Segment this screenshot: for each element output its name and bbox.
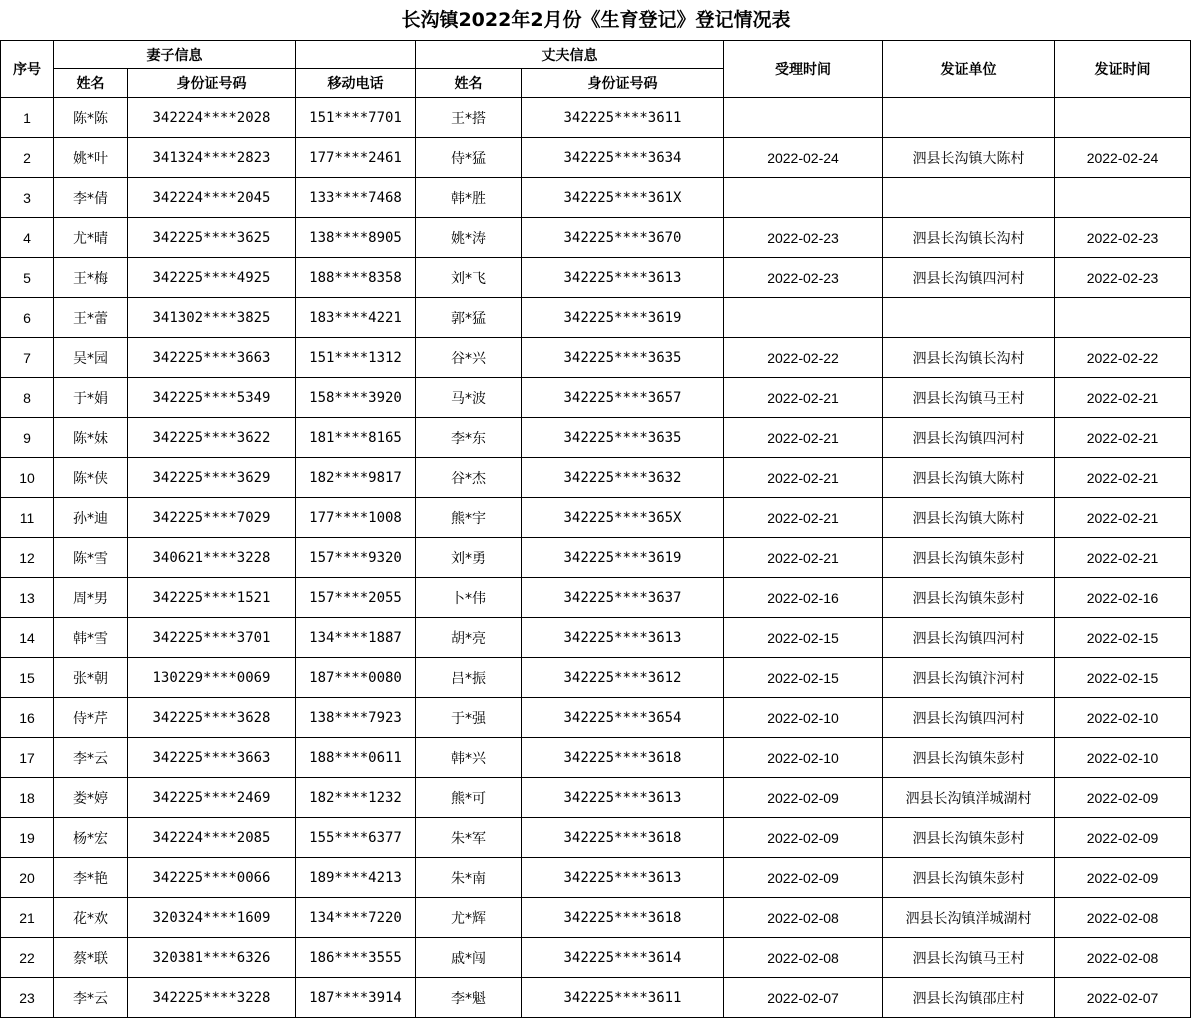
cell-husband-id: 342225****3618 — [522, 738, 724, 778]
cell-husband-id: 342225****3637 — [522, 578, 724, 618]
cell-husband-name: 熊*宇 — [416, 498, 522, 538]
cell-seq: 9 — [1, 418, 54, 458]
cell-phone: 183****4221 — [296, 298, 416, 338]
cell-husband-name: 刘*飞 — [416, 258, 522, 298]
cell-husband-name: 吕*振 — [416, 658, 522, 698]
cell-accept-time — [724, 298, 883, 338]
cell-issue-time: 2022-02-07 — [1055, 978, 1191, 1018]
cell-seq: 13 — [1, 578, 54, 618]
header-row-group — [1, 41, 1191, 69]
cell-issuer — [883, 298, 1055, 338]
cell-husband-name: 侍*猛 — [416, 138, 522, 178]
cell-issuer: 泗县长沟镇马王村 — [883, 378, 1055, 418]
cell-accept-time: 2022-02-08 — [724, 938, 883, 978]
cell-issue-time: 2022-02-09 — [1055, 818, 1191, 858]
cell-issue-time: 2022-02-09 — [1055, 778, 1191, 818]
header-husband-info: 丈夫信息 — [416, 41, 724, 69]
cell-seq: 1 — [1, 98, 54, 138]
table-row — [1, 378, 1191, 418]
cell-husband-name: 朱*南 — [416, 858, 522, 898]
cell-husband-name: 于*强 — [416, 698, 522, 738]
cell-accept-time: 2022-02-15 — [724, 618, 883, 658]
header-husband-name: 姓名 — [416, 69, 522, 98]
cell-wife-id: 342225****2469 — [128, 778, 296, 818]
cell-wife-name: 陈*陈 — [54, 98, 128, 138]
cell-issue-time — [1055, 98, 1191, 138]
cell-accept-time: 2022-02-09 — [724, 818, 883, 858]
cell-husband-name: 韩*兴 — [416, 738, 522, 778]
cell-wife-id: 342225****0066 — [128, 858, 296, 898]
cell-wife-id: 342224****2028 — [128, 98, 296, 138]
cell-accept-time: 2022-02-22 — [724, 338, 883, 378]
cell-phone: 188****8358 — [296, 258, 416, 298]
cell-wife-id: 341324****2823 — [128, 138, 296, 178]
cell-issue-time: 2022-02-15 — [1055, 618, 1191, 658]
cell-accept-time: 2022-02-24 — [724, 138, 883, 178]
cell-issue-time — [1055, 298, 1191, 338]
cell-issuer: 泗县长沟镇长沟村 — [883, 218, 1055, 258]
cell-husband-name: 马*波 — [416, 378, 522, 418]
cell-accept-time: 2022-02-21 — [724, 538, 883, 578]
cell-husband-name: 谷*兴 — [416, 338, 522, 378]
cell-phone: 151****7701 — [296, 98, 416, 138]
cell-husband-id: 342225****3613 — [522, 258, 724, 298]
cell-husband-name: 卜*伟 — [416, 578, 522, 618]
cell-phone: 186****3555 — [296, 938, 416, 978]
cell-husband-name: 王*搭 — [416, 98, 522, 138]
cell-wife-id: 342225****3663 — [128, 738, 296, 778]
cell-wife-name: 陈*雪 — [54, 538, 128, 578]
cell-seq: 10 — [1, 458, 54, 498]
cell-husband-name: 戚*闯 — [416, 938, 522, 978]
cell-seq: 8 — [1, 378, 54, 418]
cell-wife-name: 杨*宏 — [54, 818, 128, 858]
cell-wife-id: 342225****4925 — [128, 258, 296, 298]
cell-issuer: 泗县长沟镇马王村 — [883, 938, 1055, 978]
cell-seq: 5 — [1, 258, 54, 298]
cell-husband-id: 342225****3614 — [522, 938, 724, 978]
cell-issue-time: 2022-02-10 — [1055, 698, 1191, 738]
cell-issue-time: 2022-02-08 — [1055, 938, 1191, 978]
cell-accept-time: 2022-02-15 — [724, 658, 883, 698]
cell-wife-name: 李*艳 — [54, 858, 128, 898]
cell-phone: 134****7220 — [296, 898, 416, 938]
cell-wife-id: 342224****2045 — [128, 178, 296, 218]
cell-issue-time: 2022-02-21 — [1055, 538, 1191, 578]
table-row — [1, 138, 1191, 178]
table-row — [1, 818, 1191, 858]
cell-phone: 189****4213 — [296, 858, 416, 898]
cell-husband-id: 342225****3619 — [522, 538, 724, 578]
cell-accept-time: 2022-02-09 — [724, 858, 883, 898]
cell-issue-time: 2022-02-16 — [1055, 578, 1191, 618]
cell-wife-id: 342225****3701 — [128, 618, 296, 658]
cell-husband-id: 342225****3612 — [522, 658, 724, 698]
cell-wife-id: 342225****3622 — [128, 418, 296, 458]
cell-phone: 177****2461 — [296, 138, 416, 178]
cell-issuer: 泗县长沟镇朱彭村 — [883, 538, 1055, 578]
cell-issue-time: 2022-02-23 — [1055, 218, 1191, 258]
cell-phone: 158****3920 — [296, 378, 416, 418]
cell-seq: 16 — [1, 698, 54, 738]
cell-husband-id: 342225****3611 — [522, 978, 724, 1018]
cell-wife-id: 342225****3629 — [128, 458, 296, 498]
cell-issuer — [883, 98, 1055, 138]
cell-wife-id: 320381****6326 — [128, 938, 296, 978]
cell-husband-name: 尤*辉 — [416, 898, 522, 938]
table-row — [1, 98, 1191, 138]
cell-husband-id: 342225****3613 — [522, 778, 724, 818]
cell-wife-name: 花*欢 — [54, 898, 128, 938]
cell-husband-name: 谷*杰 — [416, 458, 522, 498]
registration-table — [0, 40, 1191, 1018]
header-wife-info: 妻子信息 — [54, 41, 296, 69]
cell-seq: 11 — [1, 498, 54, 538]
cell-wife-name: 于*娟 — [54, 378, 128, 418]
cell-seq: 19 — [1, 818, 54, 858]
page-title: 长沟镇2022年2月份《生育登记》登记情况表 — [401, 9, 791, 31]
cell-issuer: 泗县长沟镇四河村 — [883, 258, 1055, 298]
cell-wife-id: 130229****0069 — [128, 658, 296, 698]
header-seq: 序号 — [1, 41, 54, 98]
cell-husband-id: 342225****3635 — [522, 418, 724, 458]
cell-accept-time: 2022-02-07 — [724, 978, 883, 1018]
cell-accept-time: 2022-02-23 — [724, 218, 883, 258]
cell-seq: 17 — [1, 738, 54, 778]
cell-husband-name: 韩*胜 — [416, 178, 522, 218]
cell-husband-id: 342225****3618 — [522, 818, 724, 858]
cell-phone: 182****9817 — [296, 458, 416, 498]
cell-issuer: 泗县长沟镇汴河村 — [883, 658, 1055, 698]
cell-issuer: 泗县长沟镇朱彭村 — [883, 858, 1055, 898]
cell-husband-name: 姚*涛 — [416, 218, 522, 258]
header-issue-time: 发证时间 — [1055, 41, 1191, 98]
table-row — [1, 258, 1191, 298]
cell-husband-id: 342225****3618 — [522, 898, 724, 938]
cell-wife-name: 张*朝 — [54, 658, 128, 698]
cell-issuer: 泗县长沟镇四河村 — [883, 618, 1055, 658]
cell-seq: 20 — [1, 858, 54, 898]
cell-husband-id: 342225****3632 — [522, 458, 724, 498]
cell-husband-name: 熊*可 — [416, 778, 522, 818]
cell-wife-id: 342225****3663 — [128, 338, 296, 378]
cell-wife-name: 李*倩 — [54, 178, 128, 218]
cell-wife-id: 340621****3228 — [128, 538, 296, 578]
cell-issuer: 泗县长沟镇大陈村 — [883, 458, 1055, 498]
table-row — [1, 498, 1191, 538]
cell-husband-id: 342225****3634 — [522, 138, 724, 178]
cell-issuer: 泗县长沟镇长沟村 — [883, 338, 1055, 378]
cell-issue-time: 2022-02-15 — [1055, 658, 1191, 698]
table-row — [1, 778, 1191, 818]
cell-seq: 6 — [1, 298, 54, 338]
cell-wife-name: 王*梅 — [54, 258, 128, 298]
cell-seq: 7 — [1, 338, 54, 378]
table-row — [1, 738, 1191, 778]
cell-phone: 133****7468 — [296, 178, 416, 218]
cell-husband-name: 刘*勇 — [416, 538, 522, 578]
cell-seq: 18 — [1, 778, 54, 818]
cell-issue-time: 2022-02-21 — [1055, 378, 1191, 418]
cell-husband-name: 胡*亮 — [416, 618, 522, 658]
cell-issuer: 泗县长沟镇朱彭村 — [883, 818, 1055, 858]
cell-wife-name: 姚*叶 — [54, 138, 128, 178]
cell-wife-name: 陈*侠 — [54, 458, 128, 498]
table-row — [1, 418, 1191, 458]
cell-issue-time: 2022-02-10 — [1055, 738, 1191, 778]
cell-wife-name: 吴*园 — [54, 338, 128, 378]
cell-phone: 155****6377 — [296, 818, 416, 858]
cell-husband-id: 342225****361X — [522, 178, 724, 218]
cell-wife-id: 342225****7029 — [128, 498, 296, 538]
header-wife-id: 身份证号码 — [128, 69, 296, 98]
cell-issuer: 泗县长沟镇四河村 — [883, 418, 1055, 458]
cell-husband-id: 342225****3654 — [522, 698, 724, 738]
cell-husband-name: 朱*军 — [416, 818, 522, 858]
cell-phone: 177****1008 — [296, 498, 416, 538]
cell-seq: 22 — [1, 938, 54, 978]
table-row — [1, 578, 1191, 618]
cell-accept-time: 2022-02-10 — [724, 698, 883, 738]
cell-seq: 4 — [1, 218, 54, 258]
cell-wife-name: 陈*妹 — [54, 418, 128, 458]
table-row — [1, 298, 1191, 338]
cell-accept-time: 2022-02-21 — [724, 458, 883, 498]
cell-issue-time: 2022-02-21 — [1055, 498, 1191, 538]
cell-phone: 187****0080 — [296, 658, 416, 698]
table-row — [1, 538, 1191, 578]
cell-accept-time: 2022-02-23 — [724, 258, 883, 298]
cell-issuer: 泗县长沟镇大陈村 — [883, 138, 1055, 178]
cell-issue-time: 2022-02-21 — [1055, 418, 1191, 458]
header-husband-id: 身份证号码 — [522, 69, 724, 98]
cell-phone: 181****8165 — [296, 418, 416, 458]
cell-wife-name: 李*云 — [54, 978, 128, 1018]
cell-seq: 12 — [1, 538, 54, 578]
cell-husband-name: 郭*猛 — [416, 298, 522, 338]
cell-phone: 151****1312 — [296, 338, 416, 378]
table-row — [1, 898, 1191, 938]
cell-husband-id: 342225****365X — [522, 498, 724, 538]
cell-husband-id: 342225****3635 — [522, 338, 724, 378]
cell-seq: 23 — [1, 978, 54, 1018]
cell-phone: 138****7923 — [296, 698, 416, 738]
cell-phone: 188****0611 — [296, 738, 416, 778]
cell-issue-time — [1055, 178, 1191, 218]
cell-issue-time: 2022-02-21 — [1055, 458, 1191, 498]
cell-husband-id: 342225****3611 — [522, 98, 724, 138]
cell-husband-id: 342225****3613 — [522, 618, 724, 658]
cell-wife-id: 342225****3625 — [128, 218, 296, 258]
cell-issue-time: 2022-02-24 — [1055, 138, 1191, 178]
cell-wife-name: 蔡*联 — [54, 938, 128, 978]
table-row — [1, 218, 1191, 258]
cell-issuer: 泗县长沟镇邵庄村 — [883, 978, 1055, 1018]
cell-accept-time: 2022-02-10 — [724, 738, 883, 778]
cell-phone: 182****1232 — [296, 778, 416, 818]
cell-wife-id: 342225****3228 — [128, 978, 296, 1018]
cell-wife-id: 342225****5349 — [128, 378, 296, 418]
cell-issue-time: 2022-02-23 — [1055, 258, 1191, 298]
cell-seq: 15 — [1, 658, 54, 698]
cell-issuer: 泗县长沟镇朱彭村 — [883, 738, 1055, 778]
cell-wife-name: 周*男 — [54, 578, 128, 618]
cell-accept-time: 2022-02-09 — [724, 778, 883, 818]
table-row — [1, 338, 1191, 378]
header-accept-time: 受理时间 — [724, 41, 883, 98]
cell-phone: 157****2055 — [296, 578, 416, 618]
cell-wife-id: 342225****1521 — [128, 578, 296, 618]
table-row — [1, 938, 1191, 978]
cell-issuer: 泗县长沟镇四河村 — [883, 698, 1055, 738]
cell-issuer: 泗县长沟镇朱彭村 — [883, 578, 1055, 618]
cell-issuer: 泗县长沟镇洋城湖村 — [883, 778, 1055, 818]
cell-issue-time: 2022-02-22 — [1055, 338, 1191, 378]
cell-wife-name: 尤*晴 — [54, 218, 128, 258]
cell-wife-id: 320324****1609 — [128, 898, 296, 938]
cell-husband-id: 342225****3670 — [522, 218, 724, 258]
header-wife-name: 姓名 — [54, 69, 128, 98]
cell-issuer — [883, 178, 1055, 218]
table-row — [1, 618, 1191, 658]
table-row — [1, 978, 1191, 1018]
table-row — [1, 658, 1191, 698]
cell-seq: 3 — [1, 178, 54, 218]
table-row — [1, 178, 1191, 218]
cell-phone: 187****3914 — [296, 978, 416, 1018]
cell-seq: 21 — [1, 898, 54, 938]
cell-issuer: 泗县长沟镇洋城湖村 — [883, 898, 1055, 938]
cell-wife-id: 342224****2085 — [128, 818, 296, 858]
cell-accept-time: 2022-02-21 — [724, 378, 883, 418]
cell-accept-time: 2022-02-08 — [724, 898, 883, 938]
cell-accept-time: 2022-02-21 — [724, 418, 883, 458]
header-phone: 移动电话 — [296, 69, 416, 98]
cell-wife-name: 李*云 — [54, 738, 128, 778]
cell-issue-time: 2022-02-09 — [1055, 858, 1191, 898]
header-blank — [296, 41, 416, 69]
cell-husband-id: 342225****3657 — [522, 378, 724, 418]
cell-phone: 138****8905 — [296, 218, 416, 258]
cell-wife-name: 娄*婷 — [54, 778, 128, 818]
cell-husband-name: 李*东 — [416, 418, 522, 458]
cell-issuer: 泗县长沟镇大陈村 — [883, 498, 1055, 538]
cell-accept-time: 2022-02-21 — [724, 498, 883, 538]
cell-wife-name: 王*蕾 — [54, 298, 128, 338]
cell-accept-time — [724, 98, 883, 138]
header-issuer: 发证单位 — [883, 41, 1055, 98]
table-body — [1, 98, 1191, 1018]
cell-accept-time: 2022-02-16 — [724, 578, 883, 618]
cell-seq: 14 — [1, 618, 54, 658]
cell-wife-name: 韩*雪 — [54, 618, 128, 658]
cell-wife-name: 孙*迪 — [54, 498, 128, 538]
table-row — [1, 698, 1191, 738]
cell-husband-name: 李*魁 — [416, 978, 522, 1018]
cell-wife-id: 341302****3825 — [128, 298, 296, 338]
cell-seq: 2 — [1, 138, 54, 178]
cell-phone: 157****9320 — [296, 538, 416, 578]
cell-issue-time: 2022-02-08 — [1055, 898, 1191, 938]
cell-wife-name: 侍*芹 — [54, 698, 128, 738]
cell-husband-id: 342225****3619 — [522, 298, 724, 338]
cell-phone: 134****1887 — [296, 618, 416, 658]
cell-wife-id: 342225****3628 — [128, 698, 296, 738]
table-row — [1, 858, 1191, 898]
cell-accept-time — [724, 178, 883, 218]
cell-husband-id: 342225****3613 — [522, 858, 724, 898]
table-row — [1, 458, 1191, 498]
